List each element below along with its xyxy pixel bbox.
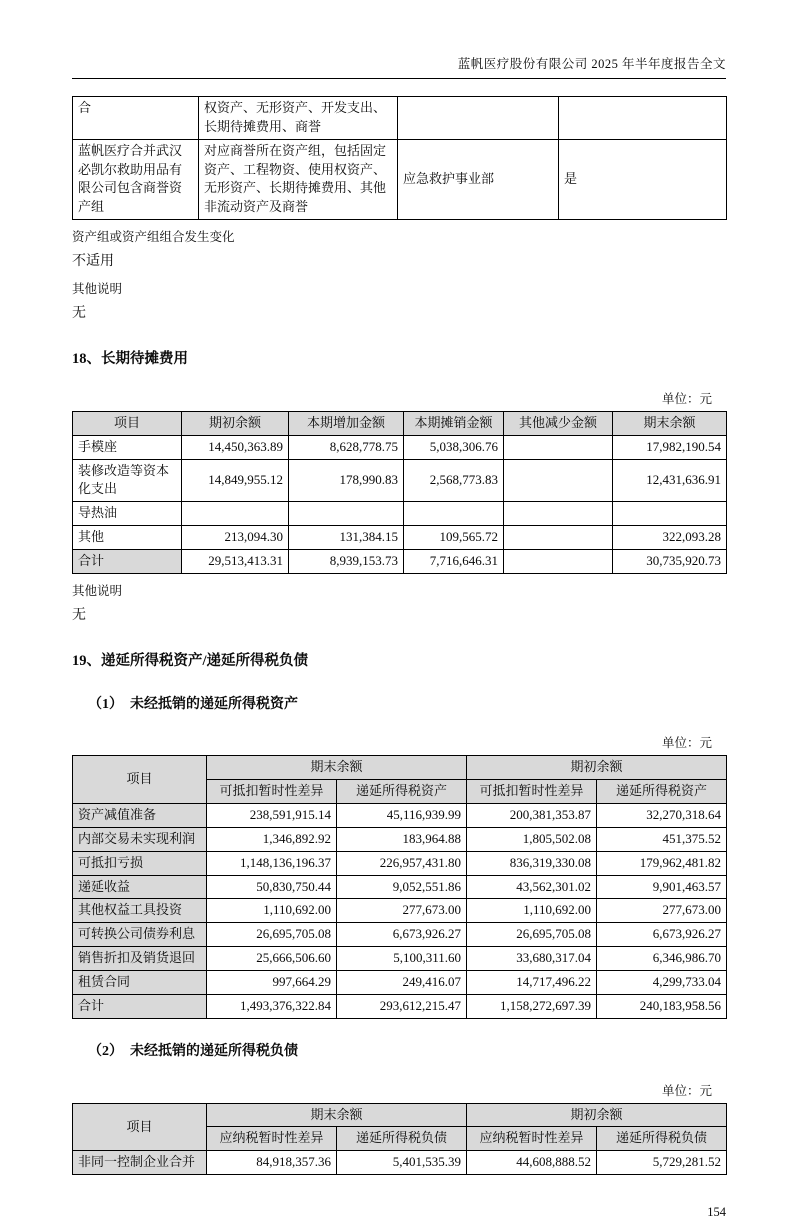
value-cell: 2,568,773.83 [404, 459, 504, 502]
column-header: 项目 [73, 756, 207, 804]
table-header-row [73, 411, 727, 435]
value-cell: 5,100,311.60 [337, 947, 467, 971]
column-header: 递延所得税负债 [597, 1127, 727, 1151]
value-cell: 5,038,306.76 [404, 435, 504, 459]
value-cell: 997,664.29 [207, 971, 337, 995]
table-row [73, 827, 727, 851]
table-header-row [73, 1103, 727, 1127]
value-cell: 43,562,301.02 [467, 875, 597, 899]
value-cell: 9,052,551.86 [337, 875, 467, 899]
table-row [73, 875, 727, 899]
value-cell: 应急救护事业部 [398, 139, 559, 219]
table-row [73, 1151, 727, 1175]
unit-label: 单位：元 [661, 1083, 712, 1098]
page-number: 154 [707, 1205, 726, 1220]
value-cell: 是 [559, 139, 727, 219]
row-label-cell: 合计 [73, 994, 207, 1018]
column-header: 期初余额 [182, 411, 289, 435]
section-18-heading: 18、长期待摊费用 [72, 351, 188, 368]
value-cell: 277,673.00 [337, 899, 467, 923]
row-label-cell: 可转换公司债券利息 [73, 923, 207, 947]
table-row [73, 459, 727, 502]
value-cell: 1,110,692.00 [207, 899, 337, 923]
value-cell: 29,513,413.31 [182, 549, 289, 573]
value-cell: 1,148,136,196.37 [207, 851, 337, 875]
value-cell: 8,939,153.73 [289, 549, 404, 573]
value-cell [504, 549, 613, 573]
value-cell: 200,381,353.87 [467, 804, 597, 828]
value-cell: 240,183,958.56 [597, 994, 727, 1018]
value-cell: 8,628,778.75 [289, 435, 404, 459]
row-label-cell: 非同一控制企业合并 [73, 1151, 207, 1175]
other-note-value: 无 [72, 608, 86, 624]
row-label-cell: 其他权益工具投资 [73, 899, 207, 923]
value-cell: 权资产、无形资产、开发支出、长期待摊费用、商誉 [199, 97, 398, 140]
value-cell: 17,982,190.54 [613, 435, 727, 459]
other-note-label: 其他说明 [72, 583, 123, 598]
value-cell: 7,716,646.31 [404, 549, 504, 573]
value-cell [504, 435, 613, 459]
table-row [73, 139, 727, 219]
table-row [73, 947, 727, 971]
unit-label: 单位：元 [661, 736, 712, 751]
longterm-prepaid-expenses-table [72, 411, 727, 574]
value-cell: 179,962,481.82 [597, 851, 727, 875]
value-cell: 183,964.88 [337, 827, 467, 851]
value-cell [559, 97, 727, 140]
value-cell: 1,158,272,697.39 [467, 994, 597, 1018]
column-header: 递延所得税资产 [337, 780, 467, 804]
column-header: 可抵扣暂时性差异 [207, 780, 337, 804]
deferred-tax-assets-table [72, 755, 727, 1018]
table-row [73, 971, 727, 995]
row-label-cell: 手模座 [73, 435, 182, 459]
value-cell: 131,384.15 [289, 526, 404, 550]
group-header-beginning: 期初余额 [467, 1103, 727, 1127]
row-label-cell: 蓝帆医疗合并武汉必凯尔救助用品有限公司包含商誉资产组 [73, 139, 199, 219]
value-cell: 1,805,502.08 [467, 827, 597, 851]
column-header: 可抵扣暂时性差异 [467, 780, 597, 804]
doc-header [72, 54, 726, 79]
column-header: 项目 [73, 411, 182, 435]
value-cell: 6,346,986.70 [597, 947, 727, 971]
table-row [73, 502, 727, 526]
row-label-cell: 销售折扣及销货退回 [73, 947, 207, 971]
group-header-beginning: 期初余额 [467, 756, 727, 780]
table-row [73, 923, 727, 947]
goodwill-asset-group-table [72, 96, 727, 220]
value-cell: 5,729,281.52 [597, 1151, 727, 1175]
value-cell: 226,957,431.80 [337, 851, 467, 875]
value-cell: 1,110,692.00 [467, 899, 597, 923]
table-row [73, 851, 727, 875]
value-cell: 14,717,496.22 [467, 971, 597, 995]
table-row [73, 435, 727, 459]
deferred-tax-assets-heading: （1） 未经抵销的递延所得税资产 [88, 696, 298, 712]
value-cell: 277,673.00 [597, 899, 727, 923]
column-header: 其他减少金额 [504, 411, 613, 435]
table-header-row [73, 756, 727, 780]
deferred-tax-liabilities-heading: （2） 未经抵销的递延所得税负债 [88, 1043, 298, 1059]
value-cell: 213,094.30 [182, 526, 289, 550]
table-row [73, 994, 727, 1018]
value-cell: 50,830,750.44 [207, 875, 337, 899]
value-cell: 33,680,317.04 [467, 947, 597, 971]
value-cell: 178,990.83 [289, 459, 404, 502]
value-cell [182, 502, 289, 526]
value-cell: 293,612,215.47 [337, 994, 467, 1018]
value-cell: 25,666,506.60 [207, 947, 337, 971]
group-header-ending: 期末余额 [207, 756, 467, 780]
value-cell [398, 97, 559, 140]
asset-group-change-value: 不适用 [72, 254, 114, 270]
value-cell [504, 502, 613, 526]
value-cell: 1,346,892.92 [207, 827, 337, 851]
row-label-cell: 合 [73, 97, 199, 140]
row-label-cell: 资产减值准备 [73, 804, 207, 828]
value-cell: 32,270,318.64 [597, 804, 727, 828]
deferred-tax-liabilities-table [72, 1103, 727, 1176]
value-cell: 4,299,733.04 [597, 971, 727, 995]
value-cell [504, 526, 613, 550]
row-label-cell: 导热油 [73, 502, 182, 526]
value-cell: 9,901,463.57 [597, 875, 727, 899]
value-cell: 6,673,926.27 [337, 923, 467, 947]
value-cell: 1,493,376,322.84 [207, 994, 337, 1018]
section-19-heading: 19、递延所得税资产/递延所得税负债 [72, 652, 309, 669]
value-cell: 249,416.07 [337, 971, 467, 995]
table-row [73, 804, 727, 828]
column-header: 递延所得税资产 [597, 780, 727, 804]
column-header: 项目 [73, 1103, 207, 1151]
value-cell: 84,918,357.36 [207, 1151, 337, 1175]
value-cell: 451,375.52 [597, 827, 727, 851]
value-cell: 12,431,636.91 [613, 459, 727, 502]
value-cell: 14,849,955.12 [182, 459, 289, 502]
other-note-label: 其他说明 [72, 282, 123, 297]
value-cell: 对应商誉所在资产组，包括固定资产、工程物资、使用权资产、无形资产、长期待摊费用、其他非流动资产及商誉 [199, 139, 398, 219]
value-cell [289, 502, 404, 526]
value-cell: 5,401,535.39 [337, 1151, 467, 1175]
value-cell: 109,565.72 [404, 526, 504, 550]
column-header: 本期增加金额 [289, 411, 404, 435]
row-label-cell: 租赁合同 [73, 971, 207, 995]
row-label-cell: 装修改造等资本化支出 [73, 459, 182, 502]
group-header-ending: 期末余额 [207, 1103, 467, 1127]
row-label-cell: 内部交易未实现利润 [73, 827, 207, 851]
column-header: 期末余额 [613, 411, 727, 435]
value-cell: 26,695,705.08 [467, 923, 597, 947]
value-cell: 14,450,363.89 [182, 435, 289, 459]
value-cell: 322,093.28 [613, 526, 727, 550]
row-label-cell: 可抵扣亏损 [73, 851, 207, 875]
value-cell [504, 459, 613, 502]
value-cell: 836,319,330.08 [467, 851, 597, 875]
row-label-cell: 合计 [73, 549, 182, 573]
value-cell [613, 502, 727, 526]
value-cell: 44,608,888.52 [467, 1151, 597, 1175]
table-row [73, 526, 727, 550]
table-row [73, 97, 727, 140]
doc-header-title: 蓝帆医疗股份有限公司 2025 年半年度报告全文 [457, 57, 726, 71]
column-header: 应纳税暂时性差异 [467, 1127, 597, 1151]
value-cell [404, 502, 504, 526]
other-note-value: 无 [72, 306, 86, 322]
column-header: 本期摊销金额 [404, 411, 504, 435]
asset-group-change-label: 资产组或资产组组合发生变化 [72, 230, 235, 245]
unit-label: 单位：元 [661, 391, 712, 406]
table-row [73, 549, 727, 573]
value-cell: 238,591,915.14 [207, 804, 337, 828]
value-cell: 26,695,705.08 [207, 923, 337, 947]
column-header: 递延所得税负债 [337, 1127, 467, 1151]
value-cell: 45,116,939.99 [337, 804, 467, 828]
table-row [73, 899, 727, 923]
value-cell: 30,735,920.73 [613, 549, 727, 573]
column-header: 应纳税暂时性差异 [207, 1127, 337, 1151]
row-label-cell: 其他 [73, 526, 182, 550]
value-cell: 6,673,926.27 [597, 923, 727, 947]
row-label-cell: 递延收益 [73, 875, 207, 899]
